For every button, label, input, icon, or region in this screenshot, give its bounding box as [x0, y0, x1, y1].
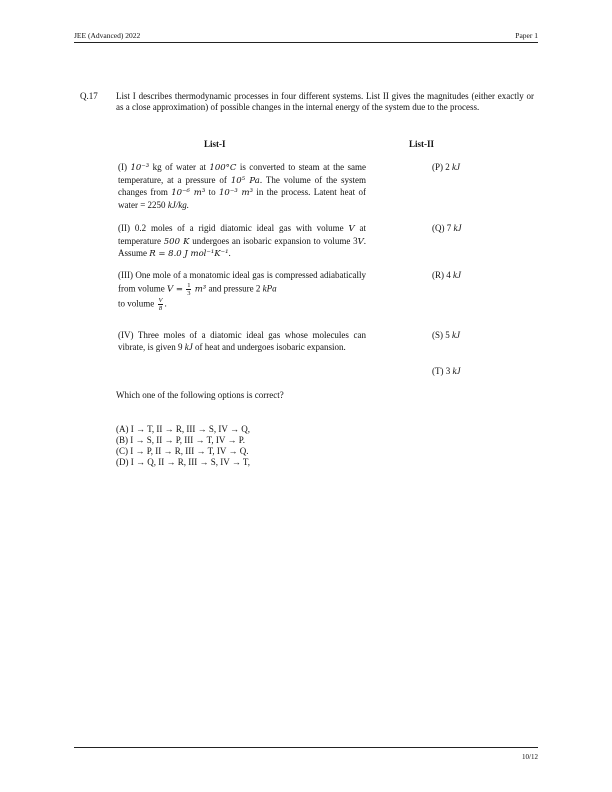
- item-text: to: [208, 187, 216, 197]
- exam-title: JEE (Advanced) 2022: [74, 31, 141, 40]
- heat-unit: kJ/kg.: [167, 199, 190, 210]
- page-number: 10/12: [522, 753, 538, 761]
- footer-divider: [74, 747, 538, 748]
- energy-unit: kJ: [184, 341, 193, 352]
- option-a: (A) I → T, II → R, III → S, IV → Q,: [116, 424, 250, 434]
- item-label: (IV): [118, 330, 134, 340]
- item-text: . Assume: [118, 235, 367, 258]
- question-stem: List I describes thermodynamic processes in four different systems. List II gives the magnitudes (either exactly or as a close approximation) of possible changes in the internal energy of the system due to the process.: [116, 91, 534, 112]
- item-label: (II): [118, 223, 130, 233]
- list1-heading: List-I: [204, 139, 226, 149]
- list2-heading: List-II: [409, 139, 435, 149]
- option-b: (B) I → S, II → P, III → T, IV → P.: [116, 435, 246, 445]
- list2-item-s: (S) 5 kJ: [432, 330, 460, 340]
- item-label: (I): [118, 162, 127, 172]
- gas-constant: R = 8.0 J mol⁻¹K⁻¹: [149, 249, 229, 259]
- item-text: . The volume of the system changes from: [118, 174, 366, 197]
- volume-symbol: V: [348, 224, 355, 234]
- answer-prompt: Which one of the following options is correct?: [116, 390, 284, 400]
- item-text: One mole of a monatomic ideal gas is compressed adiabatically from volume: [118, 270, 366, 294]
- item-text: Three moles of a diatomic ideal gas whose molecules can vibrate, is given 9: [118, 330, 366, 352]
- volume-symbol: V: [357, 236, 364, 247]
- item-text: at temperature: [118, 223, 367, 246]
- volume-equation: V =: [167, 284, 183, 295]
- item-text: is converted to steam at the same temperature, at a pressure of: [118, 162, 367, 185]
- volume-unit: m³: [194, 284, 207, 295]
- option-c: (C) I → P, II → R, III → T, IV → Q.: [116, 446, 249, 456]
- item-text: 0.2 moles of a rigid diatomic ideal gas with volume: [134, 223, 344, 233]
- pressure-value: 10⁵ Pa: [230, 175, 260, 186]
- volume-fraction: $\frac{1}{3}$: [187, 281, 191, 297]
- answer-options: [116, 424, 250, 468]
- list2-item-p: (P) 2 kJ: [432, 162, 460, 172]
- temperature-value: 500 K: [163, 236, 190, 247]
- initial-volume: 10⁻⁶ m³: [171, 188, 206, 198]
- list1-item-3: (III) One mole of a monatomic ideal gas is compressed adiabatically from volume V = $\frac{1}{3}$ m³ and pressure 2 kPa to volume $\frac{V}{8}$ .: [118, 270, 366, 312]
- item-text: to volume: [118, 298, 155, 309]
- item-text: undergoes an isobaric expansion to volume 3: [192, 235, 358, 246]
- list1-item-1: [118, 162, 366, 211]
- option-d: (D) I → Q, II → R, III → S, IV → T,: [116, 457, 250, 467]
- item-label: (III): [118, 270, 133, 280]
- list2-item-t: (T) 3 kJ: [432, 366, 461, 376]
- list1-item-4: [118, 330, 366, 353]
- item-text: in the process. Latent heat of water = 2250: [118, 187, 366, 210]
- item-text: of heat and undergoes isobaric expansion.: [195, 341, 346, 352]
- header-divider: [74, 42, 538, 43]
- item-text: and pressure 2: [208, 283, 261, 294]
- final-volume: 10⁻³ m³: [219, 188, 254, 198]
- temperature-value: 100°C: [209, 163, 237, 173]
- list2-item-q: (Q) 7 kJ: [432, 223, 462, 233]
- list1-item-2: (II) 0.2 moles of a rigid diatomic ideal gas with volume V at temperature 500 K undergoes an isobaric expansion to volume 3V. Assume R = 8.0 J mol⁻¹K⁻¹.: [118, 223, 367, 259]
- question-number: Q.17: [80, 91, 98, 101]
- mass-value: 10⁻³: [130, 163, 150, 173]
- list2-item-r: (R) 4 kJ: [432, 270, 461, 280]
- final-volume-fraction: $\frac{V}{8}$: [158, 296, 163, 312]
- pressure-unit: kPa: [262, 283, 277, 294]
- paper-label: Paper 1: [515, 31, 538, 40]
- item-text: kg of water at: [152, 162, 206, 172]
